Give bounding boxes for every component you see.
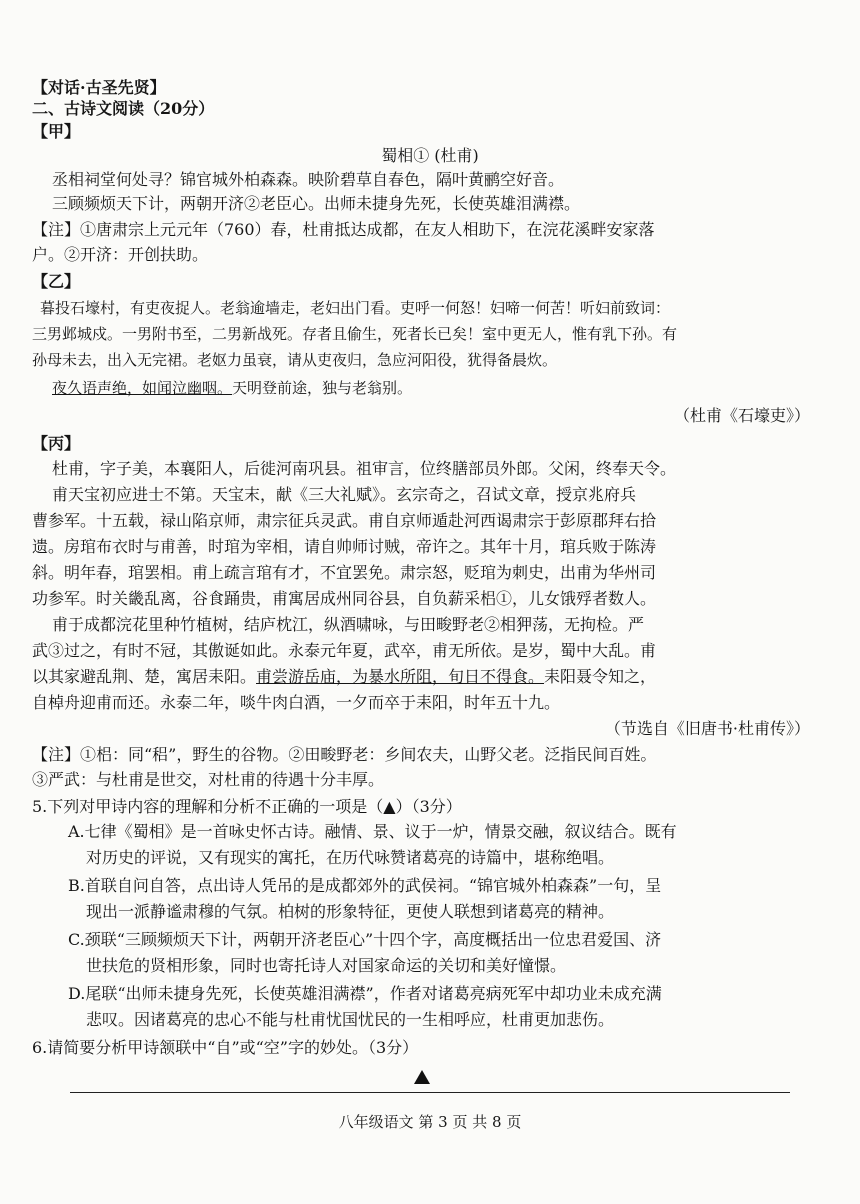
jia-note-line-2: 户。②开济：开创扶助。 — [32, 245, 209, 264]
bing-line-6: 功参军。时关畿乱离，谷食踊贵，甫寓居成州同谷县，自负薪采梠①，儿女饿殍者数人。 — [32, 589, 657, 608]
bing-line-4: 遗。房琯布衣时与甫善，时琯为宰相，请自帅师讨贼，帝许之。其年十月，琯兵败于陈涛 — [32, 537, 657, 556]
q5-option-c-line-2: 世扶危的贤相形象，同时也寄托诗人对国家命运的关切和美好憧憬。 — [86, 956, 567, 975]
label-bing: 【丙】 — [32, 434, 81, 453]
bing-line-9 — [32, 667, 656, 687]
bing-line-1: 杜甫，字子美，本襄阳人，后徙河南巩县。祖审言，位终膳部员外郎。父闲，终奉天令。 — [52, 459, 677, 478]
q5-option-d-line-1: D.尾联“出师未捷身先死，长使英雄泪满襟”，作者对诸葛亮病死军中却功业未成充满 — [68, 984, 662, 1003]
q5-option-a-line-2: 对历史的评说，又有现实的寓托，在历代咏赞诸葛亮的诗篇中，堪称绝唱。 — [86, 848, 615, 867]
bing-line-2: 甫天宝初应进士不第。天宝末，献《三大礼赋》。玄宗奇之，召试文章，授京兆府兵 — [52, 485, 637, 504]
poem-line-1: 丞相祠堂何处寻？锦官城外柏森森。映阶碧草自春色，隔叶黄鹂空好音。 — [52, 170, 565, 189]
page-footer: 八年级语文 第 3 页 共 8 页 — [338, 1113, 522, 1131]
section-title: 二、古诗文阅读（20分） — [32, 99, 215, 118]
bing-line-8: 武③过之，有时不冠，其傲诞如此。永泰元年夏，武卒，甫无所依。是岁，蜀中大乱。甫 — [32, 641, 657, 660]
yi-source: （杜甫《石壕吏》） — [673, 406, 810, 425]
bing-after-underlined: 耒阳聂令知之， — [544, 667, 657, 686]
answer-marker-triangle-icon — [414, 1070, 430, 1084]
yi-after-underlined: 天明登前途，独与老翁别。 — [232, 379, 413, 397]
question-6-stem: 6.请简要分析甲诗颔联中“自”或“空”字的妙处。（3分） — [32, 1038, 419, 1057]
bing-source: （节选自《旧唐书·杜甫传》） — [604, 719, 810, 738]
q5-option-d-line-2: 悲叹。因诸葛亮的忠心不能与杜甫忧国忧民的一生相呼应，杜甫更加悲伤。 — [86, 1010, 615, 1029]
bing-line-10: 自棹舟迎甫而还。永泰二年，啖牛肉白酒，一夕而卒于耒阳，时年五十九。 — [32, 693, 561, 712]
bing-note-line-1: 【注】①梠：同“稆”，野生的谷物。②田畯野老：乡间农夫，山野父老。泛指民间百姓。 — [32, 745, 657, 764]
yi-underlined-sentence: 夜久语声绝，如闻泣幽咽。 — [52, 379, 233, 397]
poem-title: 蜀相① (杜甫) — [381, 146, 479, 165]
footer-divider — [70, 1092, 790, 1093]
bing-note-line-2: ③严武：与杜甫是世交，对杜甫的待遇十分丰厚。 — [32, 770, 385, 789]
question-5-stem: 5.下列对甲诗内容的理解和分析不正确的一项是（▲）（3分） — [32, 797, 462, 816]
yi-line-4 — [52, 378, 412, 398]
poem-line-2: 三顾频烦天下计，两朝开济②老臣心。出师未捷身先死，长使英雄泪满襟。 — [52, 194, 581, 213]
label-jia: 【甲】 — [32, 122, 81, 141]
bing-line-9-start: 以其家避乱荆、楚，寓居耒阳。 — [32, 667, 257, 686]
yi-line-3: 孙母未去，出入无完裙。老妪力虽衰，请从吏夜归，急应河阳役，犹得备晨炊。 — [32, 351, 558, 369]
section-tag: 【对话·古圣先贤】 — [32, 78, 166, 97]
yi-line-1: 暮投石壕村，有吏夜捉人。老翁逾墙走，老妇出门看。吏呼一何怒！妇啼一何苦！听妇前致词： — [40, 299, 671, 317]
q5-option-a-line-1: A.七律《蜀相》是一首咏史怀古诗。融情、景、议于一炉，情景交融，叙议结合。既有 — [68, 822, 677, 841]
q5-option-b-line-2: 现出一派静谧肃穆的气氛。柏树的形象特征，更使人联想到诸葛亮的精神。 — [86, 902, 615, 921]
q5-option-b-line-1: B.首联自问自答，点出诗人凭吊的是成都郊外的武侯祠。“锦官城外柏森森”一句，呈 — [68, 876, 662, 895]
bing-line-7: 甫于成都浣花里种竹植树，结庐枕江，纵酒啸咏，与田畯野老②相狎荡，无拘检。严 — [52, 615, 645, 634]
label-yi: 【乙】 — [32, 272, 81, 291]
bing-line-5: 斜。明年春，琯罢相。甫上疏言琯有才，不宜罢免。肃宗怒，贬琯为刺史，出甫为华州司 — [32, 563, 657, 582]
jia-note-line-1: 【注】①唐肃宗上元元年（760）春，杜甫抵达成都，在友人相助下，在浣花溪畔安家落 — [32, 220, 655, 239]
bing-underlined-sentence: 甫尝游岳庙，为暴水所阻，旬日不得食。 — [256, 667, 545, 686]
q5-option-c-line-1: C.颈联“三顾频烦天下计，两朝开济老臣心”十四个字，高度概括出一位忠君爱国、济 — [68, 930, 662, 949]
yi-line-2: 三男邺城戍。一男附书至，二男新战死。存者且偷生，死者长已矣！室中更无人，惟有乳下孙。有 — [32, 325, 678, 343]
bing-line-3: 曹参军。十五载，禄山陷京师，肃宗征兵灵武。甫自京师遁赴河西谒肃宗于彭原郡拜右拾 — [32, 511, 657, 530]
